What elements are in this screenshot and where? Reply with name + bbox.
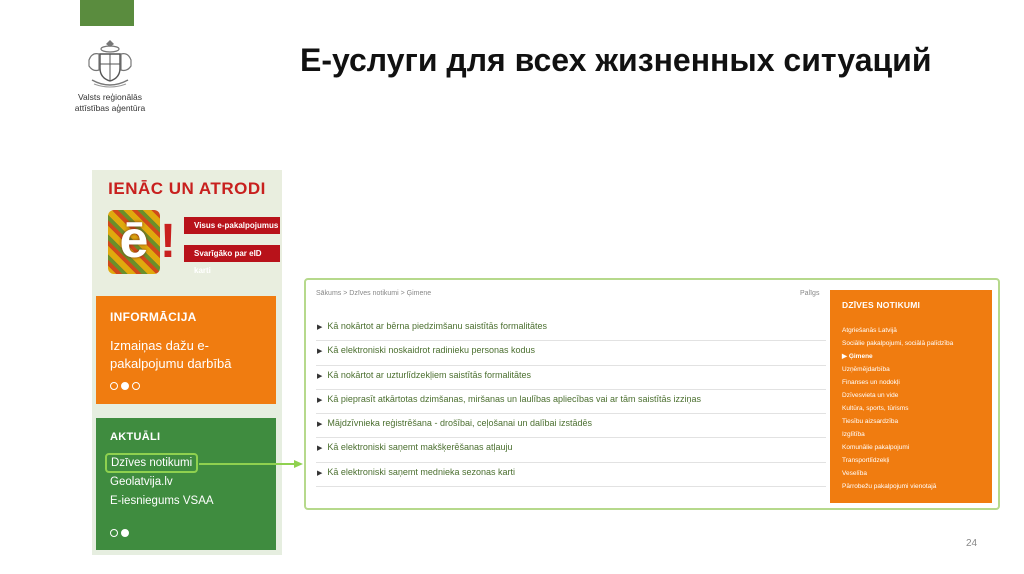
link-geolatvija[interactable]: Geolatvija.lv <box>110 476 173 488</box>
list-item-label[interactable]: Mājdzīvnieka reģistrēšana - drošībai, ceļošanai un dalībai izstādēs <box>327 418 593 429</box>
sidebar-heading: DZĪVES NOTIKUMI <box>842 300 921 310</box>
page-number: 24 <box>966 538 978 549</box>
pager-dot-2[interactable] <box>121 529 129 537</box>
chevron-right-icon: ▶ <box>317 445 323 453</box>
aktuali-box <box>96 418 276 550</box>
info-pager <box>110 382 140 390</box>
breadcrumb[interactable]: Sākums > Dzīves notikumi > Ģimene <box>316 290 432 297</box>
banner-letter: ē <box>119 211 149 269</box>
list-item-label[interactable]: Kā elektroniski saņemt makšķerēšanas atļauju <box>327 442 513 453</box>
aktuali-pager <box>110 529 129 537</box>
logo-line-2: attīstības aģentūra <box>74 103 146 113</box>
link-e-iesniegums[interactable]: E-iesniegums VSAA <box>110 495 214 507</box>
info-heading: INFORMĀCIJA <box>110 310 197 324</box>
top-accent-bar <box>80 0 134 26</box>
life-events-sidebar <box>830 290 992 503</box>
portal-screenshot <box>304 278 1000 510</box>
chevron-right-icon: ▶ <box>317 324 323 331</box>
sidebar-item-parrobezu[interactable]: Pārrobežu pakalpojumi vienotajā <box>842 483 937 490</box>
list-item[interactable] <box>316 366 826 390</box>
sidebar-item-tiesibu[interactable]: Tiesību aizsardzība <box>842 418 899 425</box>
slide-title: Е-услуги для всех жизненных ситуаций <box>300 42 932 78</box>
ribbon-all-services[interactable]: Visus e-pakalpojumus <box>184 217 280 234</box>
banner-title: IENĀC UN ATRODI <box>108 179 266 198</box>
chevron-right-icon: ▶ <box>317 469 323 477</box>
pointer-arrow-icon <box>199 460 304 468</box>
sidebar-item-label: Ģimene <box>848 353 873 360</box>
chevron-right-icon: ▶ <box>317 421 323 429</box>
pager-dot-3[interactable] <box>132 382 140 390</box>
sidebar-item-izglitiba[interactable]: Izglītība <box>842 431 865 438</box>
coat-of-arms-icon <box>84 36 136 90</box>
list-item-label[interactable]: Kā elektroniski saņemt mednieka sezonas karti <box>327 466 515 477</box>
list-item-label[interactable]: Kā nokārtot ar uzturlīdzekļiem saistītās formalitātes <box>327 369 531 380</box>
list-item[interactable] <box>316 463 826 487</box>
sidebar-item-kultura[interactable]: Kultūra, sports, tūrisms <box>842 405 909 412</box>
sidebar-item-uznemejdarbiba[interactable]: Uzņēmējdarbība <box>842 366 890 373</box>
sidebar-item-finanses[interactable]: Finanses un nodokļi <box>842 379 900 386</box>
ribbon-eid-card[interactable]: Svarīgāko par eID karti <box>184 245 280 262</box>
list-item[interactable] <box>316 341 826 365</box>
list-item[interactable] <box>316 414 826 438</box>
chevron-right-icon: ▶ <box>317 372 323 380</box>
sidebar-item-transports[interactable]: Transportlīdzekļi <box>842 457 890 464</box>
list-item[interactable] <box>316 317 826 341</box>
list-item-label[interactable]: Kā pieprasīt atkārtotas dzimšanas, miršanas un laulības apliecības vai ar tām saistītās izziņas <box>327 393 702 404</box>
list-item-label[interactable]: Kā elektroniski noskaidrot radinieku personas kodus <box>327 345 536 356</box>
chevron-right-icon: ▶ <box>317 396 323 404</box>
banner-exclaim: ! <box>160 215 176 268</box>
chevron-right-icon: ▶ <box>842 353 849 360</box>
sidebar-item-gimene[interactable] <box>842 350 980 363</box>
vraa-logo <box>60 36 160 114</box>
logo-line-1: Valsts reģionālās <box>77 92 143 102</box>
info-box <box>96 296 276 404</box>
sidebar-item-veseliba[interactable]: Veselība <box>842 470 867 477</box>
link-dzives-notikumi[interactable]: Dzīves notikumi <box>105 453 198 473</box>
aktuali-heading: AKTUĀLI <box>110 431 161 443</box>
info-link[interactable]: Izmaiņas dažu e-pakalpojumu darbībā <box>110 338 232 371</box>
sidebar-item-dzivesvieta[interactable]: Dzīvesvieta un vide <box>842 392 899 399</box>
sidebar-item-komunalie[interactable]: Komunālie pakalpojumi <box>842 444 910 451</box>
pager-dot-1[interactable] <box>110 382 118 390</box>
chevron-right-icon: ▶ <box>317 348 323 356</box>
sidebar-item-sociale[interactable]: Sociālie pakalpojumi, sociālā palīdzība <box>842 340 954 347</box>
pager-dot-1[interactable] <box>110 529 118 537</box>
list-item[interactable] <box>316 438 826 462</box>
e-letter-icon <box>108 210 160 274</box>
service-list <box>316 317 826 487</box>
help-link[interactable]: Palīgs <box>800 290 820 297</box>
promo-banner[interactable] <box>92 170 282 290</box>
list-item[interactable] <box>316 390 826 414</box>
list-item-label[interactable]: Kā nokārtot ar bērna piedzimšanu saistītās formalitātes <box>327 321 547 331</box>
pager-dot-2[interactable] <box>121 382 129 390</box>
sidebar-item-atgriesanas[interactable]: Atgriešanās Latvijā <box>842 327 897 334</box>
